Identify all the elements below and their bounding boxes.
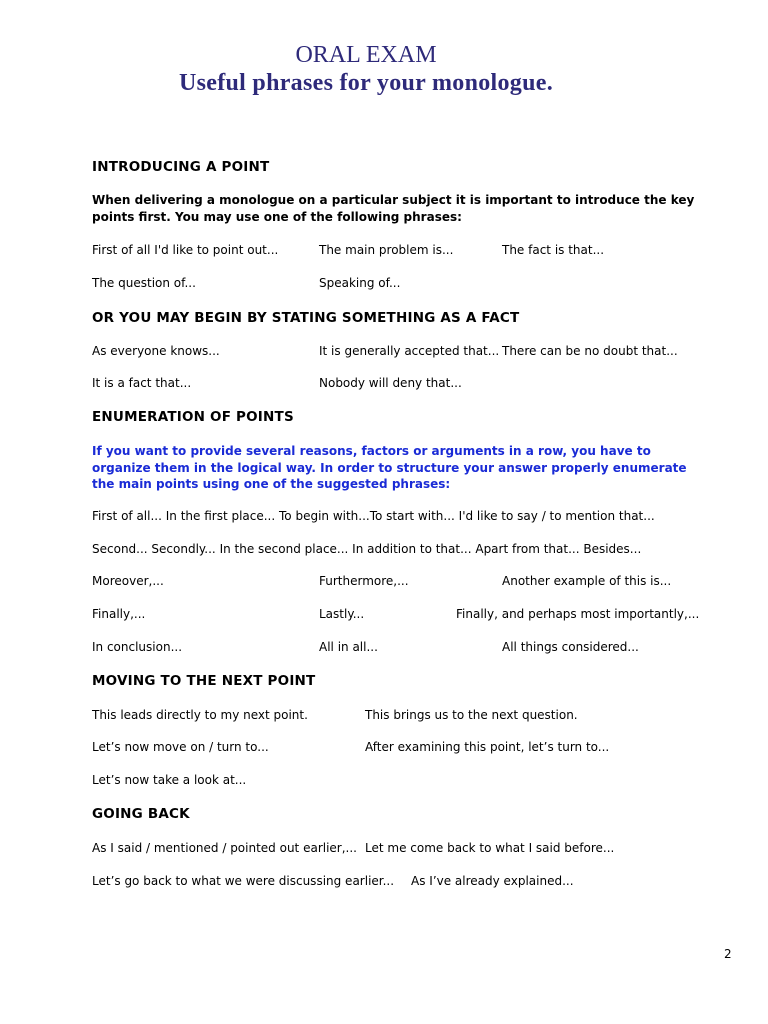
page-number: 2 <box>724 947 732 961</box>
phrase: In conclusion... <box>92 640 183 654</box>
phrase: Finally,... <box>92 607 146 621</box>
phrase: Let’s now take a look at... <box>92 773 247 787</box>
phrase: Finally, and perhaps most importantly,... <box>456 607 700 621</box>
phrase: Let me come back to what I said before... <box>365 841 615 855</box>
section-intro-introducing: When delivering a monologue on a particular subject it is important to introduce the key points first. You may use one of the following phrases: <box>92 193 695 224</box>
phrase: Lastly... <box>319 607 365 621</box>
phrase: It is a fact that... <box>92 376 192 390</box>
phrase: All things considered... <box>502 640 639 654</box>
phrase: All in all... <box>319 640 378 654</box>
phrase: Another example of this is... <box>502 574 672 588</box>
section-intro-enumeration: If you want to provide several reasons, factors or arguments in a row, you have to organize them in the logical way. In order to structure your answer properly enumerate the main points using one of the suggested phrases: <box>92 444 687 491</box>
section-heading-going-back: GOING BACK <box>92 806 190 822</box>
page-subtitle: Useful phrases for your monologue. <box>179 70 553 96</box>
phrase: Nobody will deny that... <box>319 376 462 390</box>
phrase: First of all I'd like to point out... <box>92 243 279 257</box>
phrase: Second... Secondly... In the second place... In addition to that... Apart from that... Besides... <box>92 542 642 556</box>
phrase: It is generally accepted that... <box>319 344 500 358</box>
section-heading-enumeration: ENUMERATION OF POINTS <box>92 409 294 425</box>
phrase: As everyone knows... <box>92 344 220 358</box>
phrase: The main problem is... <box>319 243 454 257</box>
phrase: The question of... <box>92 276 196 290</box>
phrase: Furthermore,... <box>319 574 409 588</box>
phrase: This brings us to the next question. <box>365 708 578 722</box>
section-heading-fact: OR YOU MAY BEGIN BY STATING SOMETHING AS A FACT <box>92 310 520 326</box>
phrase: The fact is that... <box>502 243 605 257</box>
phrase: Let’s go back to what we were discussing earlier... <box>92 874 395 888</box>
phrase: Let’s now move on / turn to... <box>92 740 269 754</box>
section-heading-moving: MOVING TO THE NEXT POINT <box>92 673 316 689</box>
phrase: This leads directly to my next point. <box>92 708 308 722</box>
phrase: There can be no doubt that... <box>502 344 678 358</box>
page-title: ORAL EXAM <box>295 42 437 68</box>
phrase: Speaking of... <box>319 276 401 290</box>
section-heading-introducing: INTRODUCING A POINT <box>92 159 270 175</box>
phrase: After examining this point, let’s turn to... <box>365 740 610 754</box>
phrase: As I said / mentioned / pointed out earlier,... <box>92 841 357 855</box>
phrase: First of all... In the first place... To begin with...To start with... I'd like to say / to mention that... <box>92 509 655 523</box>
phrase: Moreover,... <box>92 574 164 588</box>
phrase: As I’ve already explained... <box>411 874 574 888</box>
